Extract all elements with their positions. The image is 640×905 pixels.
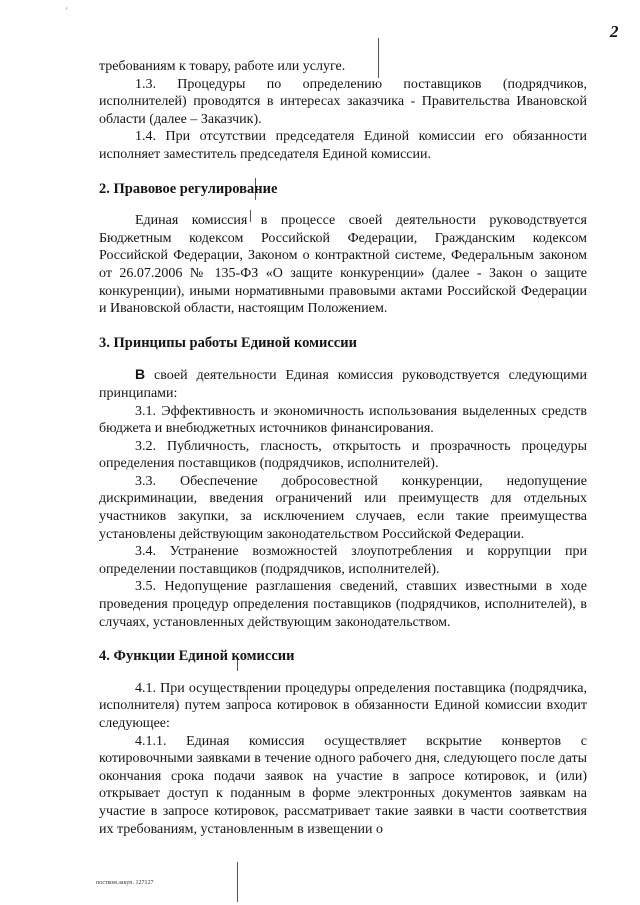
section-3-heading: 3. Принципы работы Единой комиссии (99, 334, 357, 351)
paragraph-4-1-1: 4.1.1. Единая комиссия осуществляет вскрытие конвертов с котировочными заявками в течение одного рабочего дня, следующего после даты окончания срока подачи заявок на участие в запросе котировок, и (или) открывает доступ к поданным в форме электронных документов заявкам на участие в запросе котировок, рассматривает такие заявки в части соответствия их требованиям, установленным в извещении о (99, 733, 587, 837)
intro-rest: своей деятельности Единая комиссия руководствуется следующими принципами: (99, 368, 587, 401)
paragraph-3-4: 3.4. Устранение возможностей злоупотребления и коррупции при определении поставщиков (подрядчиков, исполнителей). (99, 544, 587, 577)
intro-first-word: В (135, 366, 146, 383)
paragraph-2-1: Единая комиссия в процессе своей деятельности руководствуется Бюджетным кодексом Российской Федерации, Гражданским кодексом Российской Федерации, Законом о контрактной системе, Федеральным законом от 26.07.2006 № 135-ФЗ «О защите конкуренции» (далее - Закон о защите конкуренции), иными нормативными правовыми актами Российской Федерации и Ивановской области, настоящим Положением. (99, 213, 587, 317)
paragraph-3-3: 3.3. Обеспечение добросовестной конкуренции, недопущение дискриминации, введения ограничений или преимуществ для отдельных участников закупки, за исключением случаев, если такие преимущества установлены действующим законодательством Российской Федерации. (99, 473, 587, 542)
scan-speck: ' (66, 6, 68, 16)
section-4-heading: 4. Функции Единой комиссии (99, 648, 295, 665)
paragraph-3-1: 3.1. Эффективность и экономичность использования выделенных средств бюджета и внебюджетных источников финансирования. (99, 403, 587, 437)
paragraph-continued: требованиям к товару, работе или услуге. (99, 59, 346, 74)
paragraph-3-intro (99, 366, 587, 402)
paragraph-1-3: 1.3. Процедуры по определению поставщиков (подрядчиков, исполнителей) проводятся в интересах заказчика - Правительства Ивановской области (далее – Заказчик). (99, 76, 587, 127)
footer-code: постком.закуп. 127127 (96, 880, 154, 886)
section-2-heading: 2. Правовое регулирование (99, 180, 278, 197)
paragraph-3-2: 3.2. Публичность, гласность, открытость и прозрачность процедуры определения поставщиков (подрядчиков, исполнителей). (99, 438, 587, 472)
scan-line (237, 862, 238, 902)
page-number: 2 (610, 22, 619, 41)
paragraph-3-5: 3.5. Недопущение разглашения сведений, ставших известными в ходе проведения процедур определения поставщиков (подрядчиков, исполнителей), в случаях, установленных действующим законодательством. (99, 579, 587, 630)
paragraph-1-4: 1.4. При отсутствии председателя Единой комиссии его обязанности исполняет заместитель председателя Единой комиссии. (99, 129, 587, 162)
paragraph-4-1: 4.1. При осуществлении процедуры определения поставщика (подрядчика, исполнителя) путем запроса котировок в обязанности Единой комиссии входит следующее: (99, 680, 587, 731)
document-body (99, 58, 587, 838)
